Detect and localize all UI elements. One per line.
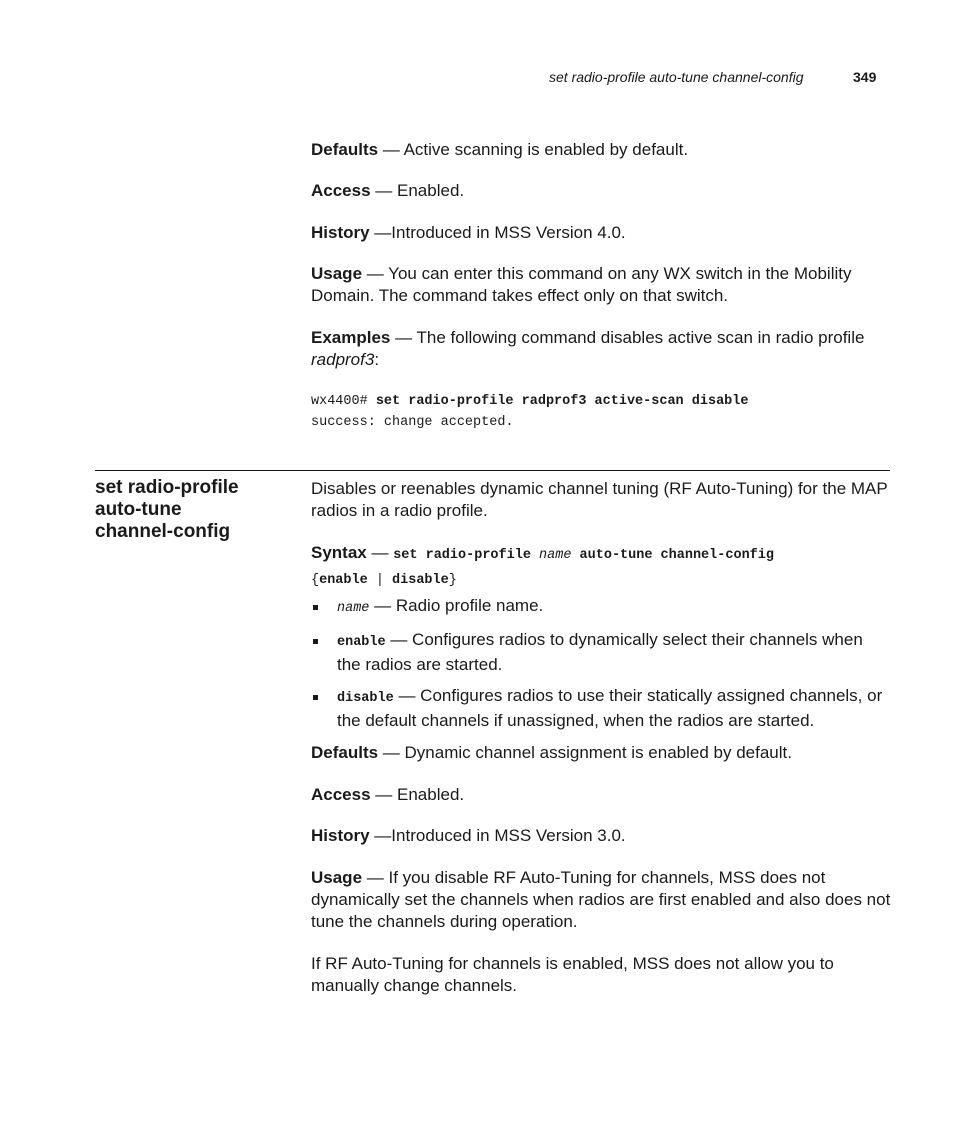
bullet-item-enable: [311, 629, 891, 676]
code-prompt: wx4400#: [311, 394, 376, 409]
section-divider: [95, 470, 890, 471]
prev-usage-paragraph: [311, 263, 891, 307]
history-text: —Introduced in MSS Version 3.0.: [369, 826, 626, 845]
bullet-list: [311, 595, 891, 732]
code-command: set radio-profile radprof3 active-scan disable: [375, 394, 749, 409]
syntax-block: [311, 542, 891, 592]
usage-label: Usage: [311, 868, 363, 887]
code-output: success: change accepted.: [311, 415, 514, 430]
history-label: History: [311, 826, 370, 845]
bullet-item-name: [311, 595, 891, 620]
bullet-text-enable: — Configures radios to dynamically select their channels when the radios are started.: [337, 630, 863, 674]
note-paragraph: If RF Auto-Tuning for channels is enabled, MSS does not allow you to manually change channels.: [311, 954, 834, 995]
bullet-marker: [313, 639, 318, 644]
defaults-text: — Dynamic channel assignment is enabled by default.: [378, 743, 792, 762]
prev-usage-label: Usage: [311, 264, 363, 283]
syntax-disable: disable: [392, 573, 449, 588]
prev-access-paragraph: [311, 180, 891, 202]
syntax-dash: —: [366, 543, 394, 562]
section-heading-line1: set radio-profile: [95, 477, 239, 498]
section-heading: [95, 477, 295, 543]
prev-examples-tail: :: [374, 350, 380, 369]
syntax-pipe: |: [367, 573, 393, 588]
prev-access-label: Access: [311, 181, 371, 200]
history-paragraph: [311, 825, 891, 847]
bullet-item-disable: [311, 685, 891, 732]
bullet-term-enable: enable: [337, 635, 386, 650]
syntax-enable: enable: [319, 573, 368, 588]
usage-paragraph: [311, 867, 891, 933]
access-text: — Enabled.: [370, 785, 465, 804]
prev-examples-label: Examples: [311, 328, 391, 347]
example-code-block: [311, 391, 891, 433]
syntax-label: Syntax: [311, 543, 367, 562]
defaults-label: Defaults: [311, 743, 379, 762]
prev-history-text: —Introduced in MSS Version 4.0.: [369, 223, 626, 242]
syntax-open-brace: {: [311, 573, 320, 588]
prev-history-paragraph: [311, 222, 891, 244]
prev-history-label: History: [311, 223, 370, 242]
page-number: 349: [853, 69, 877, 85]
prev-examples-text: — The following command disables active scan in radio profile: [390, 328, 865, 347]
access-label: Access: [311, 785, 371, 804]
bullet-term-disable: disable: [337, 691, 394, 706]
syntax-close-brace: }: [448, 573, 457, 588]
prev-defaults-label: Defaults: [311, 140, 379, 159]
section-heading-line2: auto-tune: [95, 499, 182, 520]
usage-text: — If you disable RF Auto-Tuning for channels, MSS does not dynamically set the channels when radios are first enabled and also does not tune the channels during operation.: [311, 868, 891, 931]
bullet-marker: [313, 605, 318, 610]
bullet-marker: [313, 695, 318, 700]
access-paragraph: [311, 784, 891, 806]
syntax-command-part2: auto-tune channel-config: [571, 548, 774, 563]
defaults-paragraph: [311, 742, 891, 764]
running-header-title: set radio-profile auto-tune channel-config: [549, 69, 804, 85]
bullet-text-name: — Radio profile name.: [369, 596, 544, 615]
prev-examples-profile: radprof3: [311, 350, 375, 369]
bullet-term-name: name: [337, 601, 370, 616]
syntax-command-part1: set radio-profile: [393, 548, 540, 563]
prev-examples-paragraph: [311, 327, 891, 371]
prev-usage-text: — You can enter this command on any WX switch in the Mobility Domain. The command takes effect only on that switch.: [311, 264, 852, 305]
prev-access-text: — Enabled.: [370, 181, 465, 200]
section-heading-line3: channel-config: [95, 521, 231, 542]
prev-defaults-text: — Active scanning is enabled by default.: [378, 140, 689, 159]
prev-defaults-paragraph: [311, 139, 891, 161]
syntax-name-arg: name: [539, 548, 572, 563]
bullet-text-disable: — Configures radios to use their statically assigned channels, or the default channels if unassigned, when the radios are started.: [337, 686, 883, 730]
section-description: Disables or reenables dynamic channel tuning (RF Auto-Tuning) for the MAP radios in a radio profile.: [311, 479, 888, 520]
